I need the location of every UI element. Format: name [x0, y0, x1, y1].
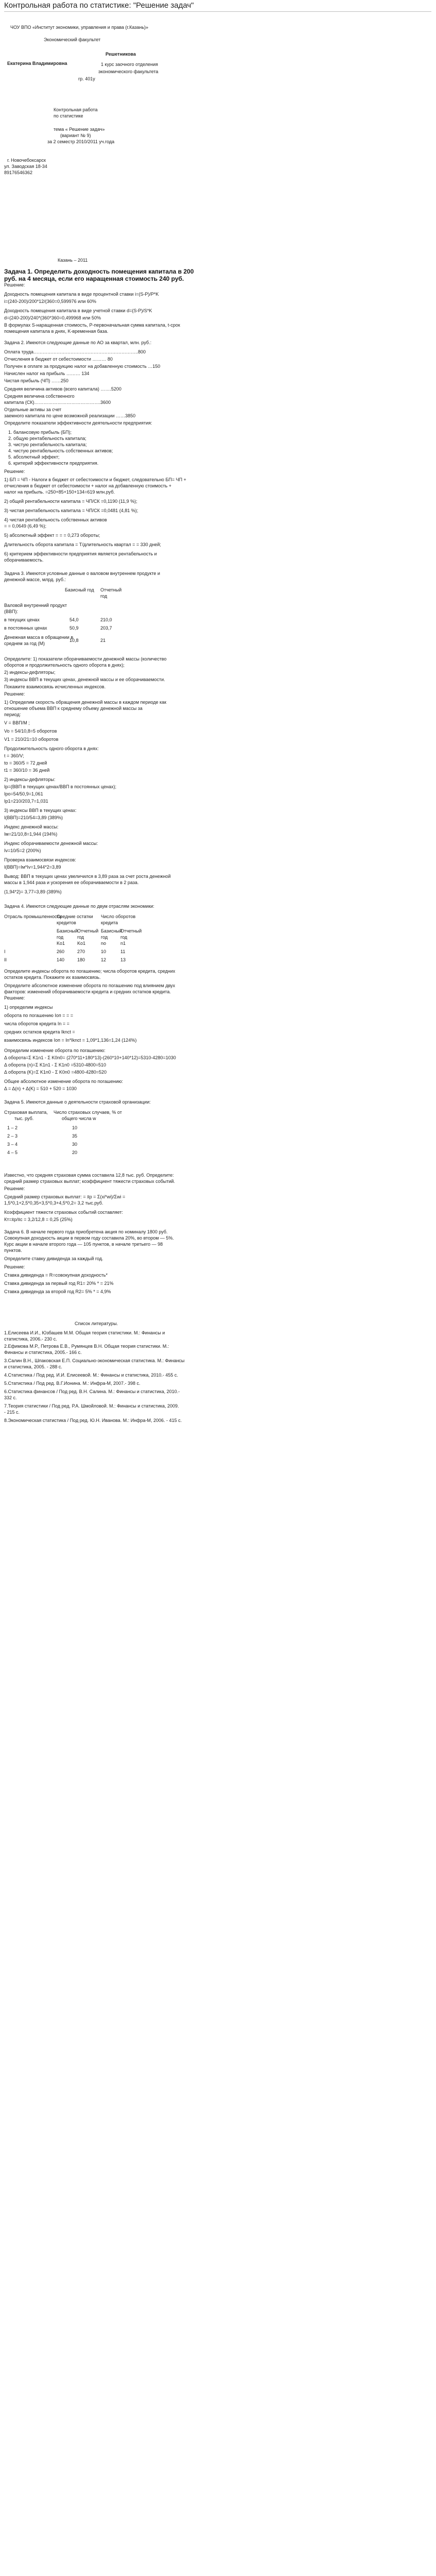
- text-line: взаимосвязь индексов Ioп = In*Iknct = 1,09*1,136=1,24 (124%): [4, 1038, 137, 1043]
- text-line: в текущих ценах: [4, 617, 40, 622]
- topic: тема « Решение задач»: [54, 127, 105, 132]
- text-line: Задача 3. Имеются условные данные о валовом внутреннем продукте и: [4, 571, 160, 576]
- course-info: 1 курс заочного отделения: [101, 62, 158, 67]
- text-line: Индекс денежной массы:: [4, 824, 59, 829]
- student-name: Екатерина Владимировна: [7, 61, 67, 66]
- text-line: Продолжительность одного оборота в днях:: [4, 746, 99, 751]
- text-line: Определите показатели эффективности деятельности предприятия:: [4, 420, 152, 426]
- text-line: Отчетный: [77, 928, 99, 934]
- text-line: I(ВВП)=Iм*Iv=1,944*2=3,89: [4, 865, 61, 870]
- text-line: 2. общую рентабельность капитала;: [8, 436, 86, 441]
- text-line: 6) критерием эффективности предприятия является рентабельность и: [4, 551, 157, 556]
- text-line: 1) Определим скорость обращения денежной массы в каждом периоде как: [4, 700, 167, 705]
- work-title-1: Контрольная работа: [54, 107, 98, 112]
- text-line: Определите абсолютное изменение оборота по погашению под влиянием двух: [4, 983, 176, 988]
- text-line: Задача 5. Имеются данные о деятельности страховой организации:: [4, 1099, 151, 1105]
- text-line: Кт=x̄p/x̄c = 3,2/12,8 = 0,25 (25%): [4, 1217, 73, 1222]
- text-line: и статистика, 2005. - 288 с.: [4, 1364, 62, 1369]
- text-line: период:: [4, 712, 21, 717]
- text-line: i=(240-200)/200*12/(360=0,599976 или 60%: [4, 299, 96, 304]
- text-line: t1 = 360/10 = 36 дней: [4, 768, 50, 773]
- text-line: заемного капитала по цене возможной реализации ……3850: [4, 413, 136, 418]
- text-line: средних остатков кредита Iknct =: [4, 1029, 75, 1035]
- teacher-name: Решетникова: [106, 52, 136, 57]
- text-line: Задача 4. Имеются следующие данные по двум отраслям экономики:: [4, 904, 154, 909]
- text-line: d=(240-200)/240*(360*360=0,499968 или 50%: [4, 315, 101, 320]
- text-line: 21: [100, 638, 106, 643]
- text-line: 2.Ефимова М.Р., Петрова Е.В., Румянцев В.Н. Общая теория статистики. М.:: [4, 1344, 169, 1349]
- text-line: год: [77, 935, 84, 940]
- text-line: 1. балансовую прибыль (БП);: [8, 430, 72, 435]
- text-line: кредитов: [57, 920, 76, 925]
- text-line: n1: [120, 941, 126, 946]
- text-line: (ВВП):: [4, 609, 18, 614]
- text-line: II: [4, 957, 7, 962]
- text-line: 1.Елисеева И.И., Юзбашев М.М. Общая теория статистики. М.: Финансы и: [4, 1330, 165, 1335]
- text-line: 5. абсолютный эффект;: [8, 454, 60, 460]
- task-heading: руб. на 4 месяца, если его наращенная стоимость 240 руб.: [4, 275, 184, 282]
- text-line: тыс. руб.: [14, 1116, 34, 1121]
- text-line: общего числа w: [62, 1116, 96, 1121]
- text-line: Отрасль промышленности: [4, 914, 62, 919]
- text-line: Задача 2. Имеются следующие данные по АО за квартал, млн. руб.:: [4, 340, 152, 345]
- text-line: 4 – 5: [7, 1150, 18, 1155]
- text-line: 1,5*0,1+2,5*0,35+3,5*0,3+4,5*0,2= 3,2 тыс.руб.: [4, 1200, 103, 1206]
- text-line: 6. критерий эффективности предприятия.: [8, 461, 99, 466]
- text-line: Ставка дивиденда за второй год R2= 5% * = 4,9%: [4, 1289, 111, 1294]
- text-line: Δ оборота (K)=Σ K1n0 - Σ K0n0 =4800-4280=520: [4, 1070, 107, 1075]
- text-line: 3) индексы ВВП в текущих ценах:: [4, 808, 77, 813]
- text-line: Коэффициент тяжести страховых событий составляет:: [4, 1210, 123, 1215]
- task-heading: Задача 1. Определить доходность помещения капитала в 200: [4, 268, 194, 275]
- text-line: Число оборотов: [101, 914, 136, 919]
- text-line: год: [57, 935, 64, 940]
- title-divider: [4, 11, 431, 12]
- text-line: Доходность помещения капитала в виде процентной ставки i=(S-P)/P*K: [4, 292, 159, 297]
- text-line: средний размер страховых выплат; коэффициент тяжести страховых событий.: [4, 1179, 176, 1184]
- text-line: оборотов и продолжительность одного оборота в днях);: [4, 663, 125, 668]
- text-line: V1 = 210/21=10 оборотов: [4, 737, 59, 742]
- text-line: 5) абсолютный эффект = = = 0,273 обороты;: [4, 533, 100, 538]
- text-line: Известно, что средняя страховая сумма составила 12,8 тыс. руб. Определите:: [4, 1173, 174, 1178]
- text-line: 2) индексы-дефляторы:: [4, 777, 56, 782]
- text-line: 13: [120, 957, 126, 962]
- text-line: оборота по погашению Iоп = = =: [4, 1013, 73, 1018]
- text-line: Получен в оплате за продукцию налог на добавленную стоимость …150: [4, 364, 161, 369]
- text-line: Средний размер страховых выплат: = x̄p = Σ(xi*wi)/Σwi =: [4, 1194, 126, 1199]
- text-line: 3 – 4: [7, 1142, 18, 1147]
- text-line: Отчетный: [100, 587, 122, 592]
- text-line: Ставка дивиденда за первый год R1= 20% * = 21%: [4, 1281, 114, 1286]
- text-line: Решение:: [4, 995, 25, 1001]
- city: г. Новочебоксарск: [7, 158, 46, 163]
- text-line: Средние остатки: [57, 914, 93, 919]
- group-info: гр. 401у: [78, 76, 95, 81]
- text-line: Iv=10/5=2 (200%): [4, 848, 41, 853]
- text-line: Определим изменение оборота по погашению:: [4, 1048, 106, 1053]
- text-line: Страховая выплата,: [4, 1110, 48, 1115]
- text-line: Список литературы.: [75, 1321, 118, 1326]
- text-line: 1 – 2: [7, 1125, 18, 1130]
- variant: (вариант № 9): [60, 133, 91, 138]
- address: ул. Заводская 18-34: [4, 164, 47, 169]
- text-line: Решение:: [4, 1264, 25, 1269]
- text-line: Доходность помещения капитала в виде учетной ставки d=(S-P)/S*K: [4, 308, 152, 313]
- text-line: Задача 6. В начале первого года приобретена акция по номиналу 1800 руб.: [4, 1229, 168, 1234]
- text-line: Индекс оборачиваемости денежной массы:: [4, 841, 98, 846]
- text-line: 140: [57, 957, 65, 962]
- text-line: Базисный: [101, 928, 122, 934]
- text-line: 54,0: [69, 617, 79, 622]
- text-line: год: [101, 935, 108, 940]
- text-line: 3) индексы ВВП в текущих ценах, денежной массы и ее оборачиваемости.: [4, 677, 165, 682]
- text-line: остатков кредита. Покажите их взаимосвязь.: [4, 975, 101, 980]
- text-line: Iм=21/10,8=1,944 (194%): [4, 832, 58, 837]
- text-line: помещения капитала в днях, K-временная база.: [4, 329, 109, 334]
- text-line: 2 – 3: [7, 1133, 18, 1139]
- text-line: 180: [77, 957, 85, 962]
- org-name: ЧОУ ВПО «Институт экономики, управления и права (г.Казань)»: [10, 25, 149, 30]
- text-line: Финансы и статистика, 2005.- 166 с.: [4, 1350, 82, 1355]
- text-line: 332 с.: [4, 1395, 17, 1400]
- text-line: 10,8: [69, 638, 79, 643]
- text-line: 3) чистая рентабельность капитала = ЧП/СК =0,0481 (4,81 %);: [4, 508, 138, 513]
- text-line: Чистая прибыль (ЧП) ……250: [4, 378, 68, 383]
- text-line: Δ = Δ(n) + Δ(K) = 510 + 520 = 1030: [4, 1086, 77, 1091]
- text-line: отчисления в бюджет от себестоимости + налог на добавленную стоимость +: [4, 483, 172, 488]
- text-line: 4.Статистика / Под ред. И.И. Елисеевой. М.: Финансы и статистика, 2010.- 455 с.: [4, 1372, 178, 1378]
- text-line: 3.Салин В.Н., Шпаковская Е.П. Социально-экономическая статистика. М.: Финансы: [4, 1358, 185, 1363]
- text-line: Совокупная доходность акции в первом году составила 20%, во втором — 5%.: [4, 1235, 174, 1241]
- text-line: 260: [57, 949, 65, 954]
- text-line: Средняя величина активов (всего капитала) …….5200: [4, 386, 121, 392]
- text-line: Денежная масса в обращении в: [4, 635, 74, 640]
- text-line: Начислен налог на прибыль ……… 134: [4, 371, 90, 376]
- text-line: 4. чистую рентабельность собственных активов;: [8, 448, 113, 453]
- text-line: Средняя величина собственного: [4, 394, 75, 399]
- text-line: 7.Теория статистики / Под ред. Р.А. Шмойловой. М.: Финансы и статистика, 2009.: [4, 1403, 179, 1409]
- text-line: V = ВВП/М ;: [4, 720, 30, 725]
- dept-info: экономического факультета: [98, 69, 159, 74]
- text-line: 11: [120, 949, 126, 954]
- text-line: (1,94*2)= 3,77=3,89 (389%): [4, 889, 62, 894]
- text-line: Ip1=210/203,7=1,031: [4, 799, 48, 804]
- text-line: пунктов.: [4, 1248, 22, 1253]
- text-line: Определите ставку дивиденда за каждый год.: [4, 1256, 103, 1261]
- text-line: Отдельные активы за счет: [4, 407, 62, 412]
- text-line: статистика, 2006.- 230 с.: [4, 1336, 57, 1342]
- text-line: числа оборотов кредита In = =: [4, 1021, 69, 1026]
- text-line: Курс акции в начале второго года — 105 пунктов, в начале третьего — 98: [4, 1242, 163, 1247]
- text-line: 270: [77, 949, 85, 954]
- text-line: 10: [72, 1125, 78, 1130]
- text-line: I: [4, 949, 6, 954]
- text-line: капитала (СК)…………………………………….3600: [4, 400, 111, 405]
- text-line: кредита: [101, 920, 118, 925]
- text-line: Общее абсолютное изменение оборота по погашению:: [4, 1079, 123, 1084]
- text-line: no: [101, 941, 107, 946]
- text-line: Δ оборота (n)=Σ K1n1 - Σ K1n0 =5310-4800=510: [4, 1062, 107, 1067]
- text-line: Валовой внутренний продукт: [4, 603, 67, 608]
- text-line: Определите: 1) показатели оборачиваемости денежной массы (количество: [4, 656, 167, 662]
- text-line: в постоянных ценах: [4, 625, 47, 631]
- text-line: = = 0,0649 (6,49 %);: [4, 523, 47, 529]
- text-line: Ipo=54/50,9=1,061: [4, 791, 43, 796]
- page-title: Контрольная работа по статистике: "Решение задач": [4, 1, 194, 10]
- text-line: Оплата труда…………………………………………………………..800: [4, 349, 146, 354]
- text-line: 203,7: [100, 625, 112, 631]
- text-line: 10: [101, 949, 107, 954]
- text-line: массы в 1,944 раза и ускорения ее оборачиваемости в 2 раза.: [4, 880, 139, 885]
- text-line: факторов: изменений оборачиваемости кредита и средних остатков кредита.: [4, 989, 171, 994]
- text-line: 6.Статистика финансов / Под ред. В.Н. Салина. М.: Финансы и статистика, 2010.-: [4, 1389, 180, 1394]
- faculty-name: Экономический факультет: [44, 37, 101, 42]
- text-line: 20: [72, 1150, 78, 1155]
- text-line: t = 360/V;: [4, 753, 24, 758]
- text-line: денежной массе, млрд. руб.:: [4, 577, 66, 582]
- text-line: год: [120, 935, 128, 940]
- text-line: 210,0: [100, 617, 112, 622]
- text-line: Отчисления в бюджет от себестоимости ……… 80: [4, 357, 113, 362]
- text-line: 8.Экономическая статистика / Под ред. Ю.Н. Иванова. М.: Инфра-М, 2006. - 415 с.: [4, 1418, 182, 1423]
- phone: 89176546362: [4, 170, 33, 175]
- text-line: 1) БП = ЧП - Налоги в бюджет от себестоимости и бюджет, следовательно БП= ЧП +: [4, 477, 186, 482]
- text-line: 30: [72, 1142, 78, 1147]
- text-line: 2) индексы-дефляторы;: [4, 670, 56, 675]
- text-line: Ko1: [77, 941, 86, 946]
- text-line: Решение:: [4, 1186, 25, 1191]
- text-line: отношение объема ВВП к среднему объему денежной массы за: [4, 706, 143, 711]
- text-line: 4) чистая рентабельность собственных активов: [4, 517, 107, 522]
- text-line: Вывод: ВВП в текущих ценах увеличился в 3,89 раза за счет роста денежной: [4, 874, 171, 879]
- text-line: I(ВВП)=210/54=3,89 (389%): [4, 815, 63, 820]
- text-line: 12: [101, 957, 107, 962]
- semester: за 2 семестр 2010/2011 уч.года: [47, 139, 115, 144]
- text-line: Отчетный: [120, 928, 142, 934]
- text-line: В формулах S-наращенная стоимость, P-первоначальная сумма капитала, t-срок: [4, 323, 180, 328]
- text-line: Ставка дивиденда = R=совокупная доходность*: [4, 1273, 108, 1278]
- text-line: Покажите взаимосвязь исчисленных индексов.: [4, 684, 106, 689]
- text-line: Ko1: [57, 941, 65, 946]
- text-line: год: [100, 594, 108, 599]
- text-line: Базисный: [57, 928, 78, 934]
- text-line: Решение:: [4, 469, 25, 474]
- text-line: Δ оборота=Σ K1n1 - Σ K0n0= (270*11+180*13)-(260*10+140*12)=5310-4280=1030: [4, 1055, 176, 1060]
- text-line: налог на прибыль. =250+85+150+134=619 млн.руб.: [4, 489, 115, 495]
- text-line: Определите индексы оборота по погашению; числа оборотов кредита, средних: [4, 969, 176, 974]
- text-line: 2) общей рентабельности капитала = ЧП/СК =0,1190 (11,9 %);: [4, 499, 137, 504]
- text-line: оборачиваемость.: [4, 557, 44, 563]
- text-line: 1) определим индексы: [4, 1005, 53, 1010]
- text-line: Длительность оборота капитала = Т/длительность квартал = = 330 дней;: [4, 542, 161, 547]
- text-line: Число страховых случаев, % от: [54, 1110, 122, 1115]
- text-line: Ip=(ВВП в текущих ценах/ВВП в постоянных ценах);: [4, 784, 117, 789]
- text-line: Vo = 54/10,8=5 оборотов: [4, 728, 57, 734]
- place-year: Казань – 2011: [58, 258, 88, 263]
- text-line: - 215 с.: [4, 1410, 20, 1415]
- text-line: Базисный год: [65, 587, 94, 592]
- text-line: среднем за год (М): [4, 641, 45, 646]
- text-line: Решение:: [4, 691, 25, 697]
- text-line: Решение:: [4, 282, 25, 287]
- text-line: 50,9: [69, 625, 79, 631]
- text-line: to = 360/5 = 72 дней: [4, 760, 47, 766]
- text-line: Проверка взаимосвязи индексов:: [4, 857, 76, 862]
- text-line: 3. чистую рентабельность капитала;: [8, 442, 87, 447]
- text-line: 5.Статистика / Под ред. В.Г.Ионина. М.: Инфра-М, 2007.- 398 с.: [4, 1381, 141, 1386]
- work-title-2: по статистике: [54, 113, 83, 118]
- text-line: 35: [72, 1133, 78, 1139]
